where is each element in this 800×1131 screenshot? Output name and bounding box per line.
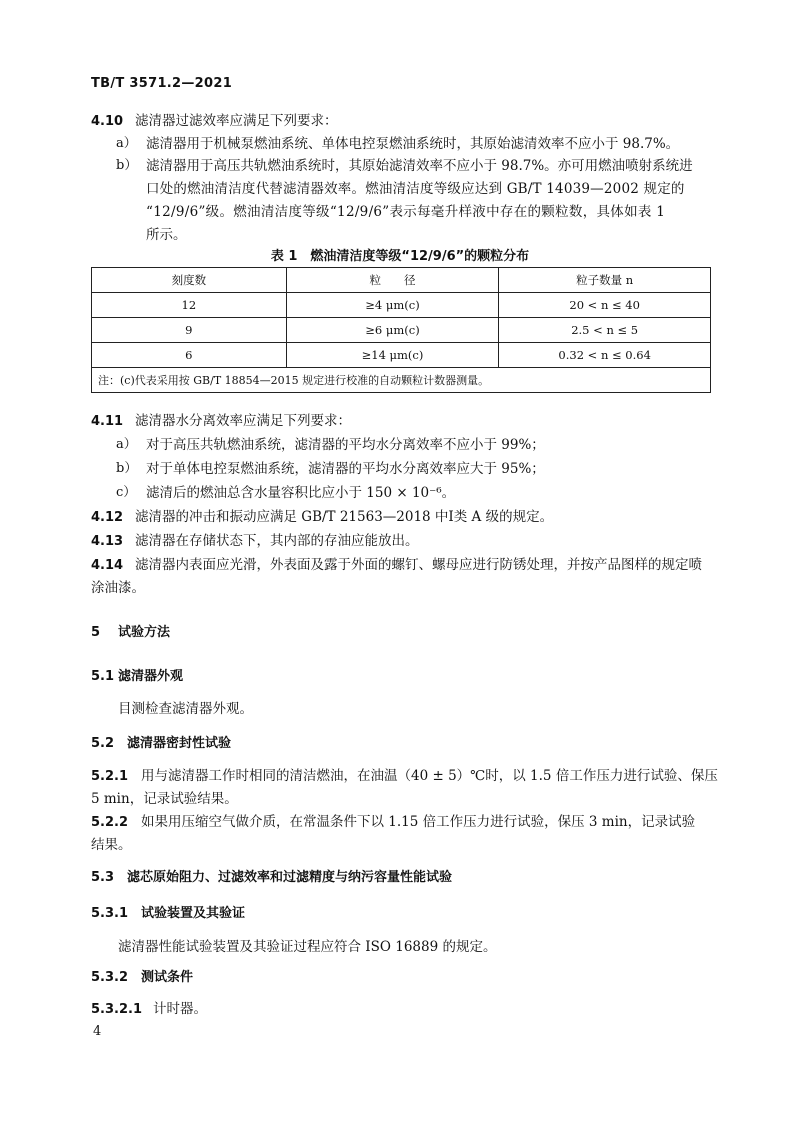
clause-text: 滤清器在存储状态下，其内部的存油应能放出。 [135,533,419,549]
list-label: b） [116,158,138,173]
page-number: 4 [93,1024,102,1039]
clause-text: 计时器。 [153,1001,207,1017]
section-number: 5.3.2 [91,970,129,985]
section-number: 5 [91,625,101,640]
table-header: 粒子数量 n [499,268,711,293]
table-caption: 表 1 燃油清洁度等级“12/9/6”的颗粒分布 [270,249,530,264]
table-cell: ≥4 μm(c) [286,293,499,318]
table-cell: 9 [92,318,287,343]
clause-number: 4.10 [91,114,124,129]
subsection-heading [91,869,452,887]
section-title: 测试条件 [141,970,194,985]
subsection-heading [91,969,193,987]
table-cell: 12 [92,293,287,318]
clause-4-10 [91,112,338,131]
table-cell: 0.32 < n ≤ 0.64 [499,343,711,368]
clause-number: 5.2.2 [91,815,129,830]
clause-number: 5.2.1 [91,769,129,784]
clause-5-2-1-cont: 5 min，记录试验结果。 [91,791,238,807]
clause-4-14-cont: 涂油漆。 [91,580,145,596]
list-item-a: 滤清器用于机械泵燃油系统、单体电控泵燃油系统时，其原始滤清效率不应小于 98.7%。 [146,136,680,152]
section-number: 5.3 [91,870,115,885]
list-label: a） [116,136,137,151]
clause-5-2-1 [91,767,718,786]
list-label: c） [116,485,137,500]
clause-5-2-2 [91,813,695,832]
section-title: 滤芯原始阻力、过滤效率和过滤精度与纳污容量性能试验 [127,870,453,885]
table-cell: 20 < n ≤ 40 [499,293,711,318]
clause-text: 如果用压缩空气做介质，在常温条件下以 1.15 倍工作压力进行试验，保压 3 min，记录试验 [141,814,696,830]
clause-text: 用与滤清器工作时相同的清洁燃油，在油温（40 ± 5）℃时，以 1.5 倍工作压力进行试验、保压 [141,768,718,784]
table-cell: ≥6 μm(c) [286,318,499,343]
clause-5-3-2-1 [91,1000,207,1019]
list-item-b-line: 所示。 [146,227,187,243]
list-label: b） [116,461,138,476]
table-row [92,293,711,318]
particle-table [91,267,711,393]
paragraph: 滤清器性能试验装置及其验证过程应符合 ISO 16889 的规定。 [118,939,497,955]
section-number: 5.1 [91,669,115,684]
table-cell: ≥14 μm(c) [286,343,499,368]
clause-4-13 [91,532,419,551]
list-label: a） [116,437,137,452]
clause-4-14 [91,556,702,575]
list-item-b-line: 滤清器用于高压共轨燃油系统时，其原始滤清效率不应小于 98.7%。亦可用燃油喷射系统进 [146,158,693,174]
subsection-heading [91,735,231,753]
section-title: 试验装置及其验证 [141,906,246,921]
clause-number: 4.14 [91,558,124,573]
list-item-c: 滤清后的燃油总含水量容积比应小于 150 × 10⁻⁶。 [146,485,456,501]
clause-text: 滤清器水分离效率应满足下列要求： [135,413,351,429]
list-item-b-line: 口处的燃油清洁度代替滤清器效率。燃油清洁度等级应达到 GB/T 14039—2002 规定的 [146,181,685,197]
clause-4-12 [91,508,553,527]
clause-5-2-2-cont: 结果。 [91,837,132,853]
clause-number: 4.13 [91,534,124,549]
clause-text: 滤清器内表面应光滑，外表面及露于外面的螺钉、螺母应进行防锈处理，并按产品图样的规定喷 [135,557,702,573]
table-cell: 2.5 < n ≤ 5 [499,318,711,343]
section-title: 滤清器外观 [118,669,184,684]
table-header: 刻度数 [92,268,287,293]
section-title: 试验方法 [118,625,171,640]
list-item-a: 对于高压共轨燃油系统，滤清器的平均水分离效率不应小于 99%； [146,437,545,453]
section-heading [91,624,170,642]
table-note-row [92,368,711,393]
table-header-row [92,268,711,293]
table-cell: 6 [92,343,287,368]
clause-number: 4.11 [91,414,124,429]
clause-text: 滤清器过滤效率应满足下列要求： [135,113,338,129]
table-row [92,318,711,343]
clause-4-11 [91,412,351,431]
section-title: 滤清器密封性试验 [127,736,232,751]
clause-number: 4.12 [91,510,124,525]
table-note: 注：(c)代表采用按 GB/T 18854—2015 规定进行校准的自动颗粒计数器测量。 [92,368,711,393]
standard-id: TB/T 3571.2—2021 [91,76,233,91]
section-number: 5.3.1 [91,906,129,921]
list-item-b: 对于单体电控泵燃油系统，滤清器的平均水分离效率应大于 95%； [146,461,545,477]
table-row [92,343,711,368]
list-item-b-line: “12/9/6”级。燃油清洁度等级“12/9/6”表示每毫升样液中存在的颗粒数，具体如表 1 [146,204,666,220]
clause-number: 5.3.2.1 [91,1002,142,1017]
subsection-heading [91,905,245,923]
section-number: 5.2 [91,736,115,751]
table-header: 粒 径 [286,268,499,293]
clause-text: 滤清器的冲击和振动应满足 GB/T 21563—2018 中Ⅰ类 A 级的规定。 [135,509,554,525]
paragraph: 目测检查滤清器外观。 [118,701,253,717]
subsection-heading [91,668,183,686]
